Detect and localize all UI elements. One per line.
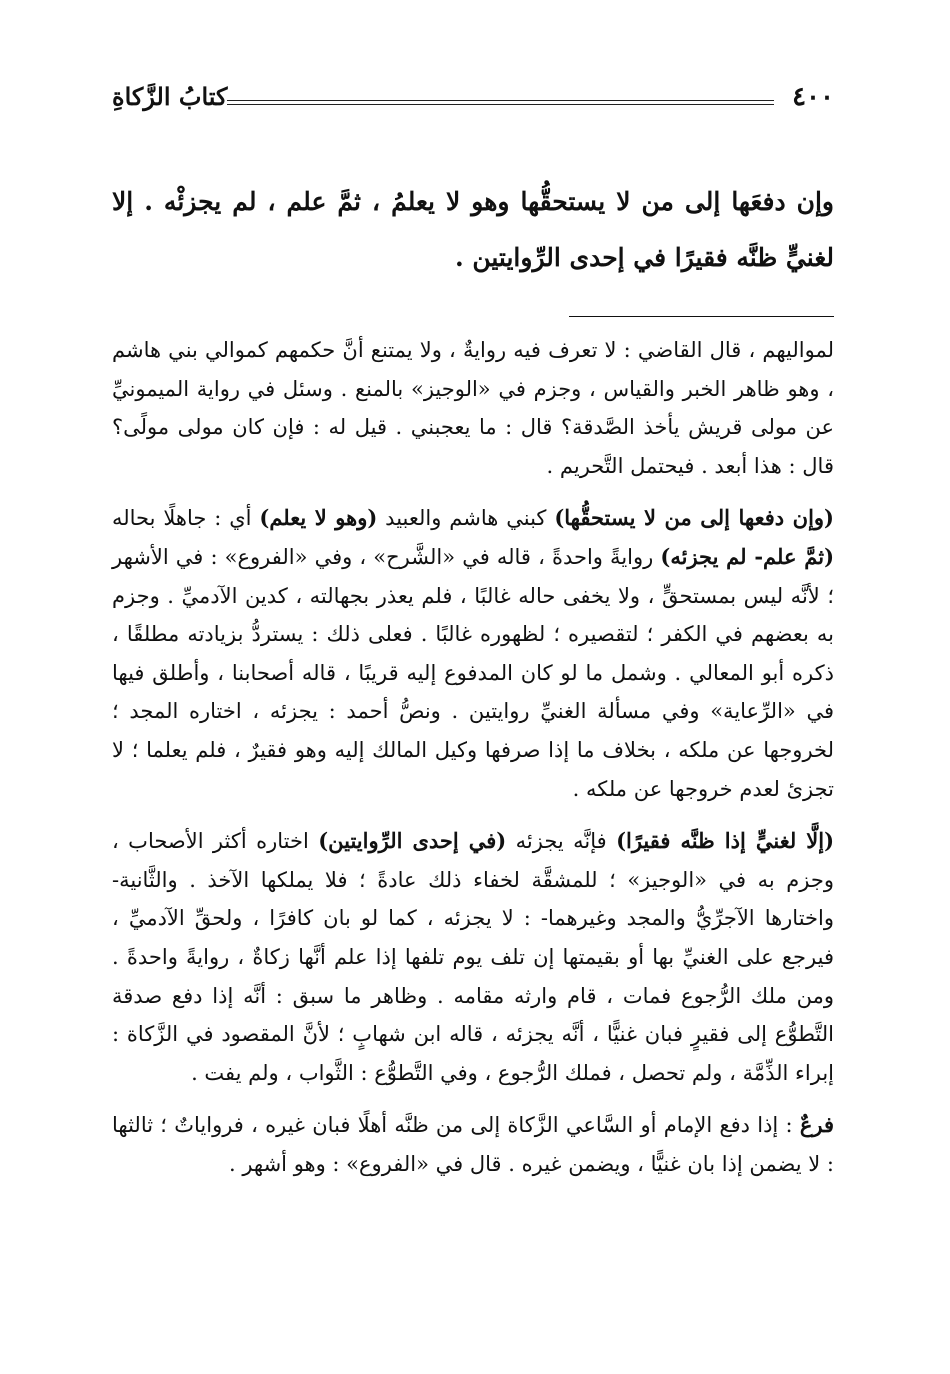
quoted-text: (وهو لا يعلم) bbox=[259, 505, 378, 531]
commentary-text: اختاره أكثر الأصحاب ، وجزم به في «الوجيز» ؛ للمشقَّة لخفاء ذلك عادةً ؛ فلا يملكها الآخذ . والثَّانية- واختارها الآجرِّيُّ والمجد وغيرهما- : لا يجزئه ، كما لو بان كافرًا ، ولحقِّ الآدميِّ ، فيرجع على الغنيِّ بها أو بقيمتها إن تلف يوم تلفها إذا علم أنَّها زكاةٌ ، روايةً واحدةً . ومن ملك الرُّجوع فمات ، قام وارثه مقامه . وظاهر ما سبق : أنَّه إذا دفع صدقة التَّطوُّع إلى فقيرٍ فبان غنيًّا ، أنَّه يجزئه ، قاله ابن شهابٍ ؛ لأنَّ المقصود في الزَّكاة : إبراء الذِّمَّة ، ولم تحصل ، فملك الرُّجوع ، وفي التَّطوُّع : الثَّواب ، ولم يفت . bbox=[112, 829, 834, 1085]
commentary-text: روايةً واحدةً ، قاله في «الشَّرح» ، وفي «الفروع» : في الأشهر ؛ لأنَّه ليس بمستحقٍّ ، ولا يخفى حاله غالبًا ، فلم يعذر بجهالته ، كدين الآدميِّ . وجزم به بعضهم في الكفر ؛ لتقصيره ؛ لظهوره غالبًا . فعلى ذلك : يستردُّ بزيادته مطلقًا ، ذكره أبو المعالي . وشمل ما لو كان المدفوع إليه قريبًا ، قاله أصحابنا ، وأطلق فيها في «الرِّعاية» وفي مسألة الغنيِّ روايتين . ونصُّ أحمد : يجزئه ، اختاره المجد ؛ لخروجها عن ملكه ، بخلاف ما إذا صرفها وكيل المالك إليه وهو فقيرٌ ، فلم يعلما ؛ لا تجزئ لعدم خروجها عن ملكه . bbox=[112, 544, 834, 801]
commentary-paragraph-1: لمواليهم ، قال القاضي : لا تعرف فيه روايةٌ ، ولا يمتنع أنَّ حكمهم كموالي بني هاشم ، وهو ظاهر الخبر والقياس ، وجزم في «الوجيز» بالمنع . وسئل في رواية الميمونيِّ عن مولى قريش يأخذ الصَّدقة؟ قال : ما يعجبني . قيل له : فإن كان مولى مولًى؟ قال : هذا أبعد . فيحتمل التَّحريم . bbox=[112, 338, 834, 478]
quoted-text: (ثمَّ علم- لم يجزئه) bbox=[660, 543, 834, 569]
main-text: وإن دفعَها إلى من لا يستحقُّها وهو لا يعلمُ ، ثمَّ علم ، لم يجزئْه . إلا لغنيٍّ ظنَّه فقيرًا في إحدى الرِّوايتين . bbox=[112, 187, 834, 272]
page-number: ٤٠٠ bbox=[792, 82, 834, 112]
commentary bbox=[112, 331, 834, 1183]
running-title: كتابُ الزَّكاةِ bbox=[112, 82, 228, 111]
commentary-paragraph-2 bbox=[112, 499, 834, 808]
branch-label: فرعٌ bbox=[799, 1112, 834, 1138]
commentary-paragraph-3 bbox=[112, 822, 834, 1092]
header-rule bbox=[227, 100, 774, 105]
commentary-text: : إذا دفع الإمام أو السَّاعي الزَّكاة إلى من ظنَّه أهلًا فبان غيره ، فرواياتٌ ؛ ثالثها : لا يضمن إذا بان غنيًّا ، ويضمن غيره . قال في «الفروع» : وهو أشهر . bbox=[112, 1113, 834, 1176]
page-header bbox=[112, 78, 834, 118]
commentary-paragraph-4 bbox=[112, 1106, 834, 1183]
commentary-text: فإنَّه يجزئه bbox=[506, 829, 617, 854]
commentary-text: أي : جاهلًا بحاله bbox=[112, 506, 260, 531]
quoted-text: (في إحدى الرِّوايتين) bbox=[318, 828, 507, 854]
quoted-text: (إلَّا لغنيٍّ إذا ظنَّه فقيرًا) bbox=[616, 828, 835, 854]
footnote-separator bbox=[569, 316, 834, 317]
commentary-text: كبني هاشم والعبيد bbox=[377, 506, 555, 531]
book-page bbox=[112, 78, 834, 1308]
quoted-text: (وإن دفعها إلى من لا يستحقُّها) bbox=[554, 505, 834, 531]
